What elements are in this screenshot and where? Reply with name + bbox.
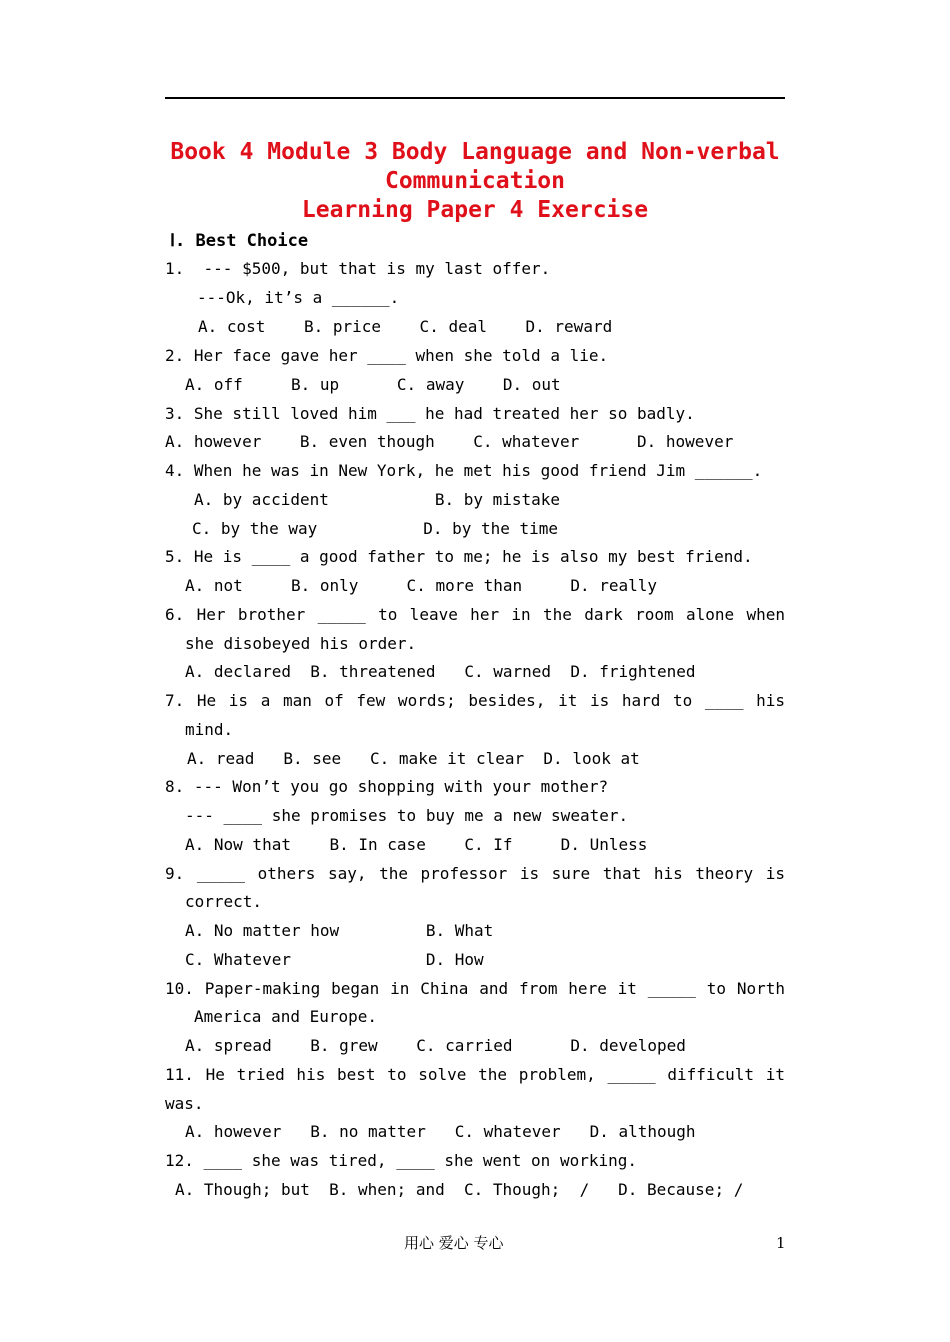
section-heading: Ⅰ. Best Choice <box>170 231 309 251</box>
question-2: 2. Her face gave her ____ when she told a lie. <box>165 346 609 365</box>
question-9: 9. _____ others say, the professor is sure that his theory is <box>165 864 785 883</box>
question-12-options: A. Though; but B. when; and C. Though; / D. Because; / <box>175 1180 744 1199</box>
title-line-1: Book 4 Module 3 Body Language and Non-verbal <box>170 139 780 165</box>
question-10-options: A. spread B. grew C. carried D. developed <box>185 1036 686 1055</box>
question-1: 1. --- $500, but that is my last offer. <box>165 259 551 278</box>
header-rule <box>165 97 785 99</box>
question-9-options-ab: A. No matter how B. What <box>185 921 494 940</box>
question-6-continued: she disobeyed his order. <box>185 634 417 653</box>
question-5: 5. He is ____ a good father to me; he is also my best friend. <box>165 547 753 566</box>
question-9-continued: correct. <box>185 892 263 911</box>
question-4-options-ab: A. by accident B. by mistake <box>194 490 561 509</box>
question-11: 11. He tried his best to solve the problem, _____ difficult it <box>165 1065 785 1084</box>
question-9-options-cd: C. Whatever D. How <box>185 950 484 969</box>
page-title <box>165 138 785 225</box>
question-7-options: A. read B. see C. make it clear D. look at <box>187 749 640 768</box>
footer-slogan: 用心 爱心 专心 <box>404 1234 504 1252</box>
question-10: 10. Paper-making began in China and from here it _____ to North <box>165 979 785 998</box>
question-6-options: A. declared B. threatened C. warned D. frightened <box>185 662 696 681</box>
question-8-reply: --- ____ she promises to buy me a new sweater. <box>185 806 629 825</box>
question-2-options: A. off B. up C. away D. out <box>185 375 561 394</box>
question-3-options: A. however B. even though C. whatever D. however <box>165 432 734 451</box>
question-11-options: A. however B. no matter C. whatever D. although <box>185 1122 696 1141</box>
question-12: 12. ____ she was tired, ____ she went on working. <box>165 1151 638 1170</box>
question-8: 8. --- Won’t you go shopping with your mother? <box>165 777 609 796</box>
title-line-3: Learning Paper 4 Exercise <box>301 197 649 223</box>
question-1-options: A. cost B. price C. deal D. reward <box>198 317 613 336</box>
question-6: 6. Her brother _____ to leave her in the dark room alone when <box>165 605 785 624</box>
question-5-options: A. not B. only C. more than D. really <box>185 576 658 595</box>
question-8-options: A. Now that B. In case C. If D. Unless <box>185 835 648 854</box>
question-11-continued: was. <box>165 1094 204 1113</box>
question-4: 4. When he was in New York, he met his good friend Jim ______. <box>165 461 763 480</box>
question-7-continued: mind. <box>185 720 234 739</box>
question-4-options-cd: C. by the way D. by the time <box>192 519 559 538</box>
page-number: 1 <box>776 1234 786 1252</box>
question-7: 7. He is a man of few words; besides, it is hard to ____ his <box>165 691 785 710</box>
title-line-2: Communication <box>384 168 565 194</box>
question-1-reply: ---Ok, it’s a ______. <box>197 288 400 307</box>
question-10-continued: America and Europe. <box>194 1007 378 1026</box>
question-3: 3. She still loved him ___ he had treated her so badly. <box>165 404 695 423</box>
